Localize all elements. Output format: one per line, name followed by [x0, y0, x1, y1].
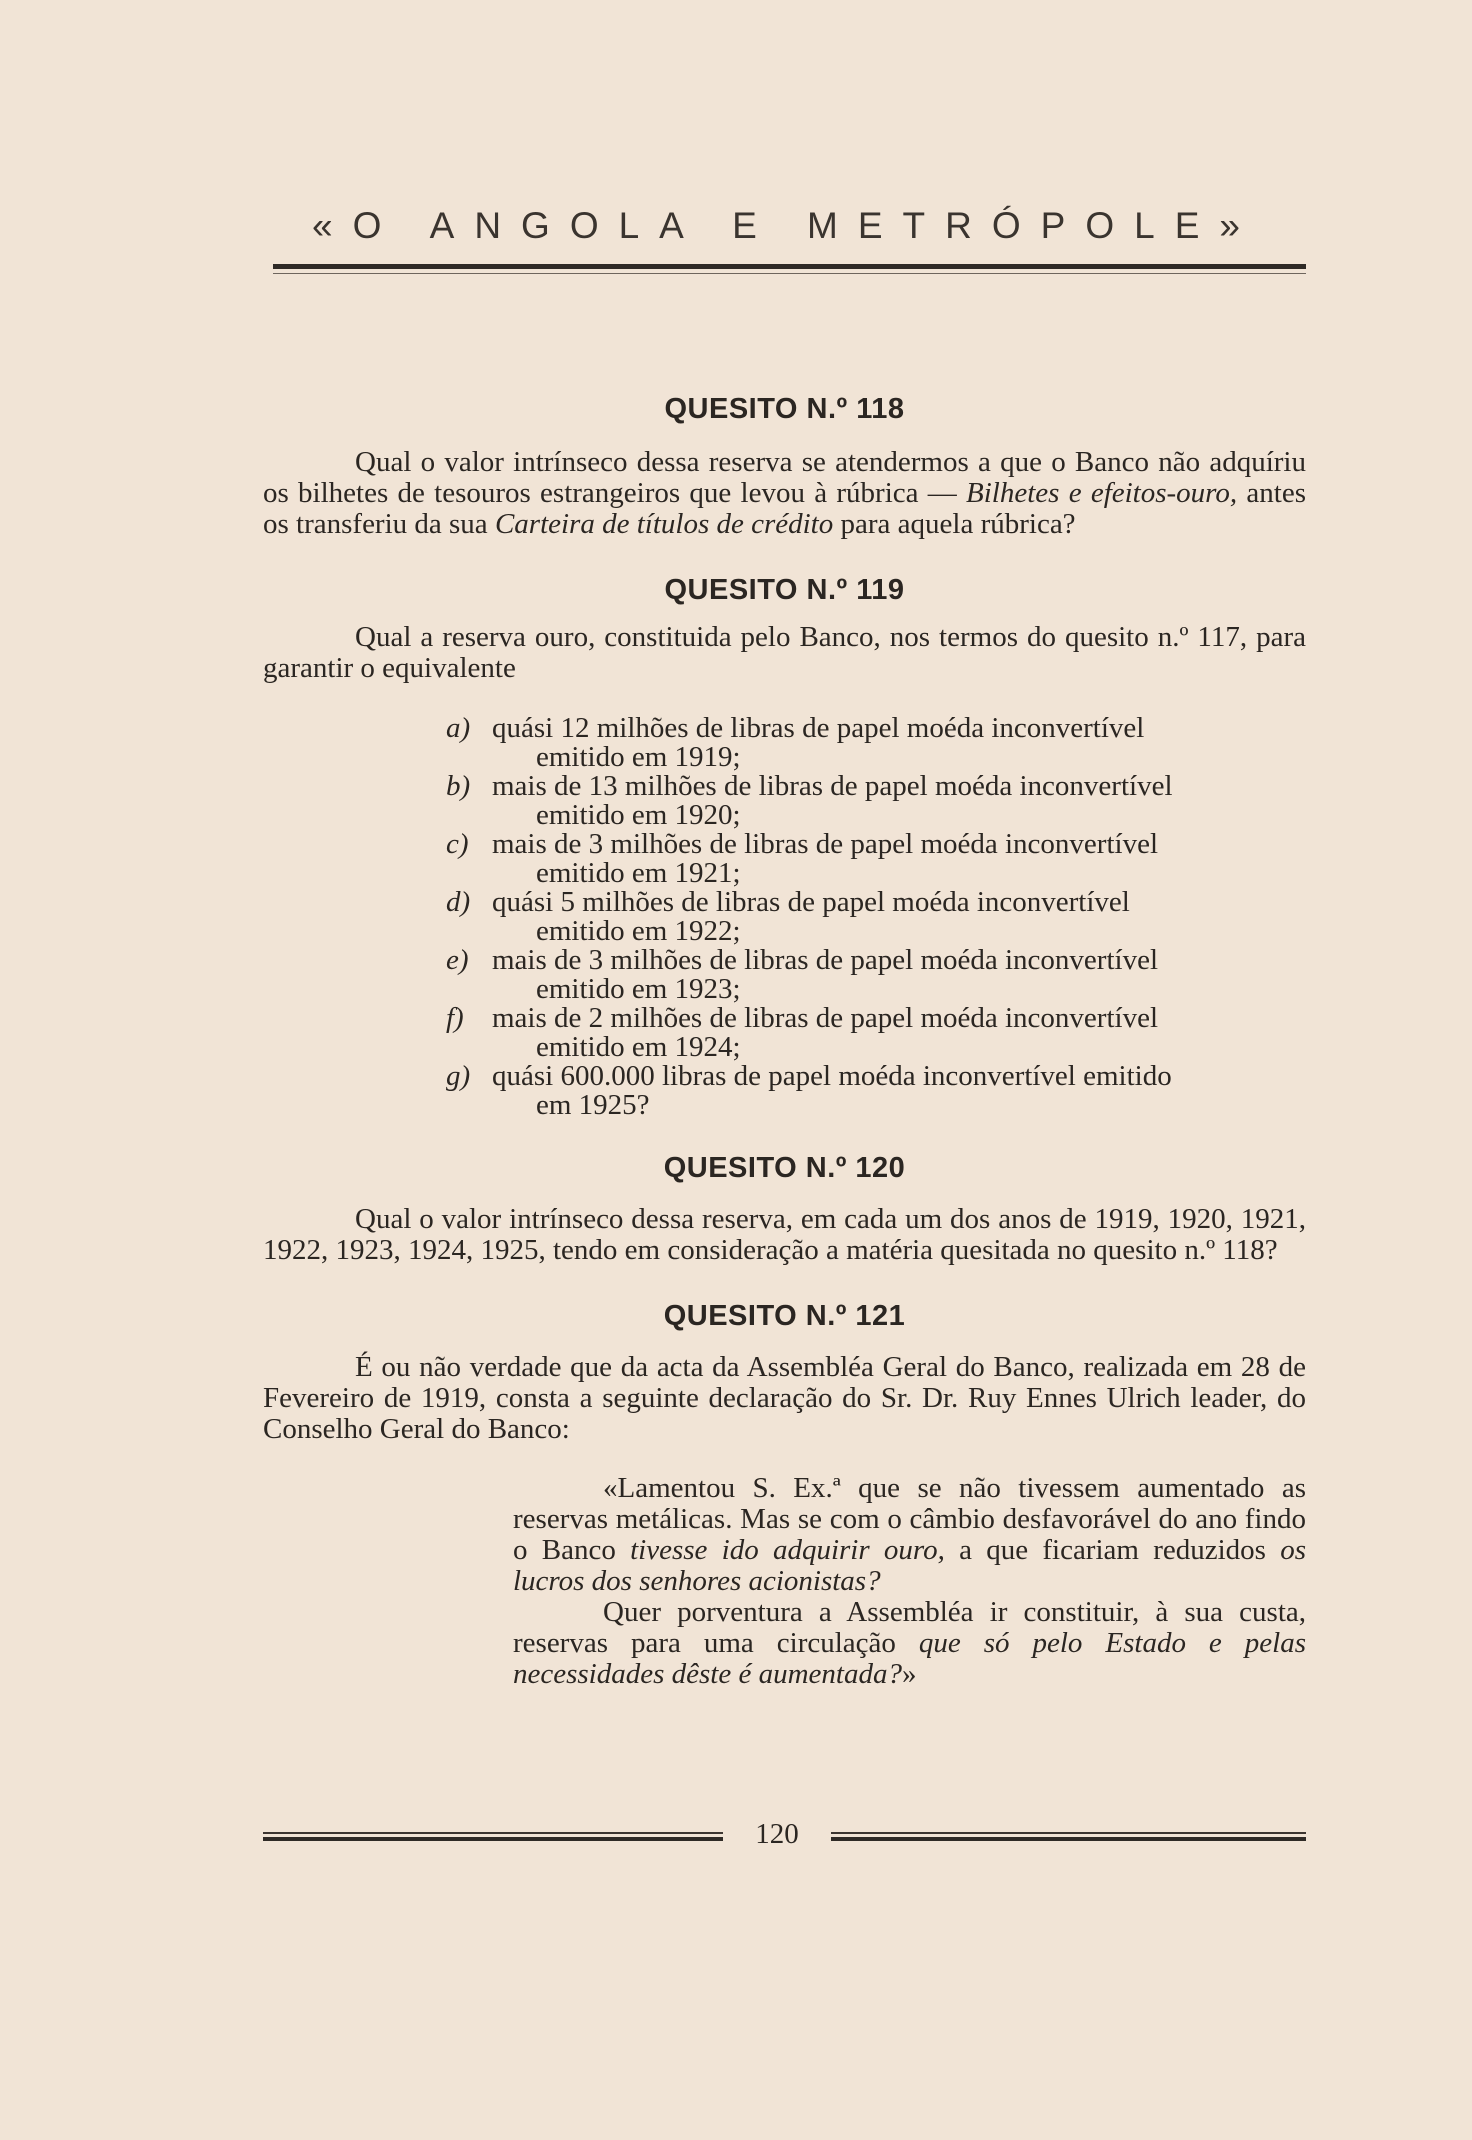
quote-italic: tivesse ido adquirir ouro, — [630, 1534, 945, 1566]
list-item-text-cont: emitido em 1919; — [536, 741, 741, 773]
quote-text-part: a que ficariam reduzidos — [944, 1534, 1281, 1566]
list-item-text-cont: emitido em 1920; — [536, 799, 741, 831]
list-item-text: quási 5 milhões de libras de papel moéda inconvertível — [492, 886, 1130, 918]
header-rule-thin — [273, 273, 1306, 274]
footer-rule-right — [831, 1832, 1306, 1842]
list-item — [446, 888, 1306, 946]
quesito-121-text: É ou não verdade que da acta da Assembléa Geral do Banco, realizada em 28 de Fevereiro de 1919, consta a seguinte declaração do Sr. Dr. Ruy Ennes Ulrich leader, do Conselho Geral do Banco: — [263, 1351, 1306, 1445]
list-item-label: f) — [446, 1002, 464, 1034]
list-item-text-cont: emitido em 1924; — [536, 1031, 741, 1063]
main-content — [263, 385, 1306, 1690]
list-item-text: quási 600.000 libras de papel moéda inconvertível emitido — [492, 1060, 1172, 1092]
quote-text-part: «Lamentou S. Ex.ª que se não tivessem aumentado as reservas metálicas. Mas se com o câmbio desfavorável do ano findo o Banco — [513, 1472, 1306, 1566]
list-item-label: e) — [446, 944, 469, 976]
list-item — [446, 772, 1306, 830]
footer-rule-line — [263, 1837, 723, 1841]
footer-rule-line — [831, 1832, 1306, 1834]
quesito-120-text: Qual o valor intrínseco dessa reserva, em cada um dos anos de 1919, 1920, 1921, 1922, 1923, 1924, 1925, tendo em consideração a matéria quesitada no quesito n.º 118? — [263, 1203, 1306, 1266]
list-item-label: d) — [446, 886, 471, 918]
quesito-120-heading: QUESITO N.º 120 — [663, 1152, 906, 1184]
list-item — [446, 1062, 1306, 1120]
list-item — [446, 946, 1306, 1004]
list-item-label: a) — [446, 712, 471, 744]
quesito-119-text: Qual a reserva ouro, constituida pelo Banco, nos termos do quesito n.º 117, para garantir o equivalente — [263, 621, 1306, 684]
list-item-text: quási 12 milhões de libras de papel moéda inconvertível — [492, 712, 1145, 744]
list-item — [446, 830, 1306, 888]
list-item-text: mais de 13 milhões de libras de papel moéda inconvertível — [492, 770, 1173, 802]
quote-italic: os lucros dos senhores acionistas? — [513, 1534, 1306, 1597]
list-item-text-cont: em 1925? — [536, 1089, 650, 1121]
list-item — [446, 714, 1306, 772]
list-item-label: b) — [446, 770, 471, 802]
page-footer — [263, 1814, 1306, 1854]
list-item-text-cont: emitido em 1921; — [536, 857, 741, 889]
q118-italic-term: Carteira de títulos de crédito — [494, 508, 834, 540]
quote-paragraph — [513, 1597, 1306, 1690]
page-number: 120 — [755, 1818, 799, 1850]
footer-rule-line — [831, 1837, 1306, 1841]
quesito-118-heading: QUESITO N.º 118 — [664, 393, 905, 425]
quesito-118-text — [263, 447, 1306, 540]
quote-text-part: Quer porventura a Assembléa ir constituir, à sua custa, reservas para uma circulação — [513, 1596, 1306, 1659]
q118-text-part: antes os transferiu da sua — [263, 477, 1306, 540]
footer-rule-left — [263, 1832, 723, 1842]
q118-text-part: para aquela rúbrica? — [833, 508, 1076, 540]
list-item-text-cont: emitido em 1922; — [536, 915, 741, 947]
q118-text-part: Qual o valor intrínseco dessa reserva se atendermos a que o Banco não adquíriu os bilhetes de tesouros estrangeiros que levou à rúbrica — — [263, 446, 1306, 509]
quote-paragraph — [513, 1473, 1306, 1597]
quesito-119-heading: QUESITO N.º 119 — [664, 574, 905, 606]
quote-text-part: » — [901, 1658, 917, 1690]
list-item-text-cont: emitido em 1923; — [536, 973, 741, 1005]
header-rule-thick — [273, 264, 1306, 269]
list-item-text: mais de 3 milhões de libras de papel moéda inconvertível — [492, 944, 1158, 976]
list-item-label: c) — [446, 828, 469, 860]
list-item — [446, 1004, 1306, 1062]
running-header: «O ANGOLA E METRÓPOLE» — [312, 205, 1260, 246]
list-item-label: g) — [446, 1060, 471, 1092]
list-item-text: mais de 2 milhões de libras de papel moéda inconvertível — [492, 1002, 1158, 1034]
quoted-declaration — [513, 1473, 1306, 1690]
list-item-text: mais de 3 milhões de libras de papel moéda inconvertível — [492, 828, 1158, 860]
header-rule — [273, 264, 1306, 276]
quote-italic: que só pelo Estado e pelas necessidades dêste é aumentada? — [513, 1627, 1306, 1690]
quesito-119-list — [446, 714, 1306, 1120]
quesito-121-heading: QUESITO N.º 121 — [663, 1300, 906, 1332]
q118-italic-term: Bilhetes e efeitos-ouro, — [966, 477, 1238, 509]
footer-rule-line — [263, 1832, 723, 1834]
